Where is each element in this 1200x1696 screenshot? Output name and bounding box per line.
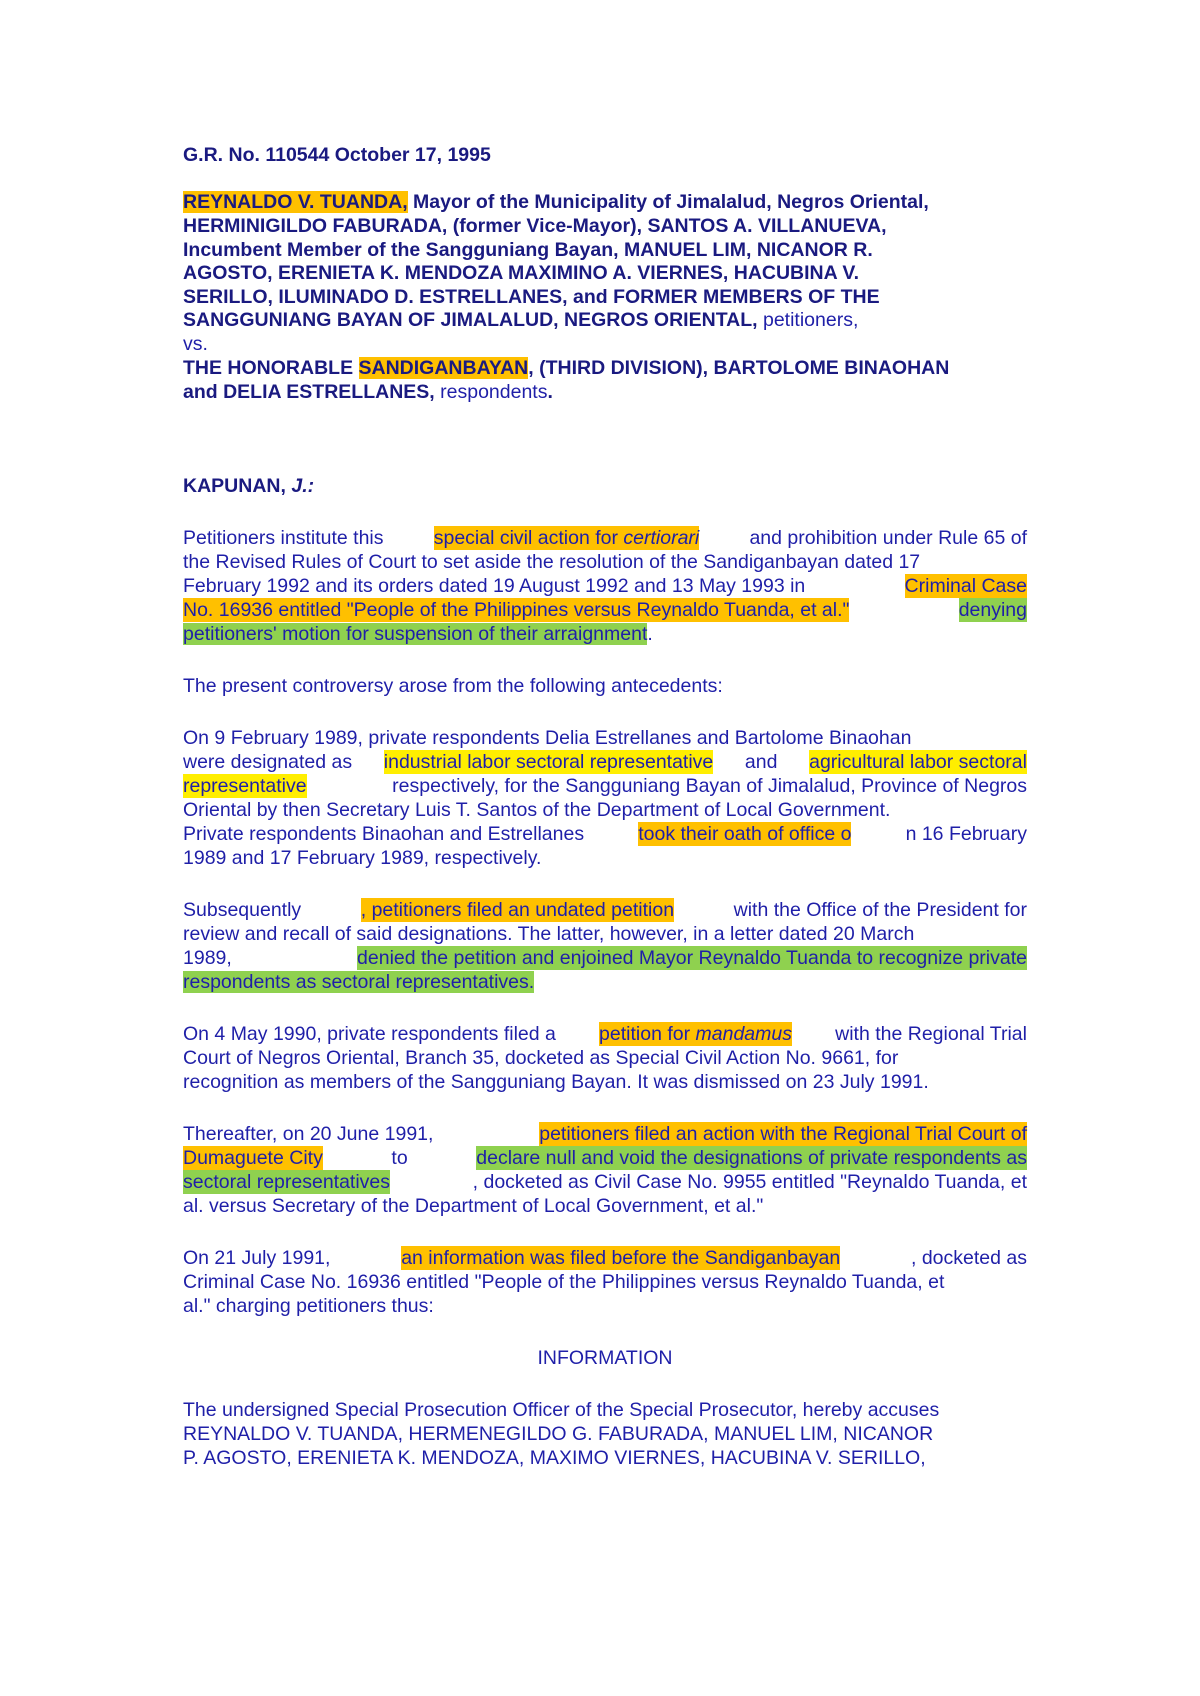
caption-line: AGOSTO, ERENIETA K. MENDOZA MAXIMINO A. VIERNES, HACUBINA V. — [183, 262, 860, 284]
paragraph-line: On 21 July 1991, an information was filed before the Sandiganbayan , docketed as — [183, 1247, 1027, 1269]
highlight-respondent-court: SANDIGANBAYAN — [358, 357, 529, 379]
highlight: special civil action for certiorari — [433, 527, 700, 549]
caption-line: HERMINIGILDO FABURADA, (former Vice-Mayor), SANTOS A. VILLANUEVA, — [183, 215, 887, 237]
paragraph-line: sectoral representatives , docketed as Civil Case No. 9955 entitled "Reynaldo Tuanda, et — [183, 1171, 1027, 1193]
highlight: Criminal Case — [904, 575, 1027, 597]
paragraph-line: review and recall of said designations. The latter, however, in a letter dated 20 March — [183, 923, 915, 945]
paragraph-line: Private respondents Binaohan and Estrellanes took their oath of office o n 16 February — [183, 823, 1027, 845]
highlight: declare null and void the designations of private respondents as — [476, 1147, 1027, 1169]
paragraph-line: 1989, denied the petition and enjoined Mayor Reynaldo Tuanda to recognize private — [183, 947, 1027, 969]
highlight: Dumaguete City — [183, 1147, 323, 1169]
information-heading: INFORMATION — [537, 1347, 673, 1369]
highlight: petitioners' motion for suspension of their arraignment — [183, 623, 648, 645]
highlight: an information was filed before the Sandiganbayan — [401, 1247, 841, 1269]
highlight: , petitioners filed an undated petition — [360, 899, 675, 921]
caption-line: Incumbent Member of the Sangguniang Bayan, MANUEL LIM, NICANOR R. — [183, 239, 873, 261]
highlight: industrial labor sectoral representative — [383, 751, 714, 773]
paragraph-line — [183, 598, 1027, 622]
highlight: petitioners filed an action with the Regional Trial Court of — [539, 1123, 1027, 1145]
paragraph-line: On 4 May 1990, private respondents filed a petition for mandamus with the Regional Trial — [183, 1023, 1027, 1045]
paragraph-line: Thereafter, on 20 June 1991, petitioners filed an action with the Regional Trial Court of — [183, 1123, 1027, 1145]
highlight-petitioner-name: REYNALDO V. TUANDA, — [183, 191, 408, 213]
paragraph-line: REYNALDO V. TUANDA, HERMENEGILDO G. FABURADA, MANUEL LIM, NICANOR — [183, 1423, 934, 1445]
paragraph-line: recognition as members of the Sangguniang Bayan. It was dismissed on 23 July 1991. — [183, 1071, 929, 1093]
paragraph-line: February 1992 and its orders dated 19 August 1992 and 13 May 1993 in Criminal Case — [183, 575, 1027, 597]
paragraph-line: representative respectively, for the Sangguniang Bayan of Jimalalud, Province of Negros — [183, 775, 1027, 797]
highlight: petition for mandamus — [599, 1023, 792, 1045]
paragraph-line: Subsequently , petitioners filed an undated petition with the Office of the President for — [183, 899, 1027, 921]
caption-line: THE HONORABLE SANDIGANBAYAN, (THIRD DIVISION), BARTOLOME BINAOHAN — [183, 357, 950, 379]
paragraph-line: the Revised Rules of Court to set aside the resolution of the Sandiganbayan dated 17 — [183, 551, 921, 573]
paragraph-line: The undersigned Special Prosecution Officer of the Special Prosecutor, hereby accuses — [183, 1399, 940, 1421]
paragraph-line: P. AGOSTO, ERENIETA K. MENDOZA, MAXIMO VIERNES, HACUBINA V. SERILLO, — [183, 1447, 926, 1469]
paragraph-line: The present controversy arose from the following antecedents: — [183, 675, 723, 697]
paragraph-line — [183, 970, 534, 994]
highlight: agricultural labor sectoral — [809, 751, 1027, 773]
paragraph-line: Oriental by then Secretary Luis T. Santos of the Department of Local Government. — [183, 799, 891, 821]
ponente: KAPUNAN, J.: — [183, 475, 315, 497]
case-number: G.R. No. 110544 October 17, 1995 — [183, 144, 491, 166]
highlight: No. 16936 entitled "People of the Philippines versus Reynaldo Tuanda, et al." — [183, 599, 850, 621]
paragraph-line: On 9 February 1989, private respondents Delia Estrellanes and Bartolome Binaohan — [183, 727, 912, 749]
highlight: denied the petition and enjoined Mayor Reynaldo Tuanda to recognize private — [357, 947, 1027, 969]
paragraph-line: were designated as industrial labor sectoral representative and agricultural labor sectoral — [183, 751, 1027, 773]
caption-line: SERILLO, ILUMINADO D. ESTRELLANES, and FORMER MEMBERS OF THE — [183, 286, 880, 308]
highlight: took their oath of office o — [638, 823, 852, 845]
highlight: sectoral representatives — [183, 1171, 391, 1193]
highlight: respondents as sectoral representatives. — [183, 971, 535, 993]
versus-label: vs. — [183, 333, 208, 355]
caption-line: REYNALDO V. TUANDA, Mayor of the Municipality of Jimalalud, Negros Oriental, — [183, 191, 929, 213]
paragraph-line: Court of Negros Oriental, Branch 35, docketed as Special Civil Action No. 9661, for — [183, 1047, 899, 1069]
caption-line: and DELIA ESTRELLANES, respondents. — [183, 381, 553, 403]
highlight: representative — [183, 775, 307, 797]
paragraph-line: Criminal Case No. 16936 entitled "People of the Philippines versus Reynaldo Tuanda, et — [183, 1271, 945, 1293]
paragraph-line: al." charging petitioners thus: — [183, 1295, 434, 1317]
paragraph-line: petitioners' motion for suspension of their arraignment. — [183, 623, 653, 645]
caption-line: SANGGUNIANG BAYAN OF JIMALALUD, NEGROS ORIENTAL, petitioners, — [183, 309, 859, 331]
highlight: denying — [958, 599, 1027, 621]
paragraph-line: 1989 and 17 February 1989, respectively. — [183, 847, 542, 869]
paragraph-line: al. versus Secretary of the Department of Local Government, et al." — [183, 1195, 764, 1217]
paragraph-line: Petitioners institute this special civil action for certiorari and prohibition under Rule 65 of — [183, 527, 1027, 549]
paragraph-line: Dumaguete City to declare null and void the designations of private respondents as — [183, 1147, 1027, 1169]
